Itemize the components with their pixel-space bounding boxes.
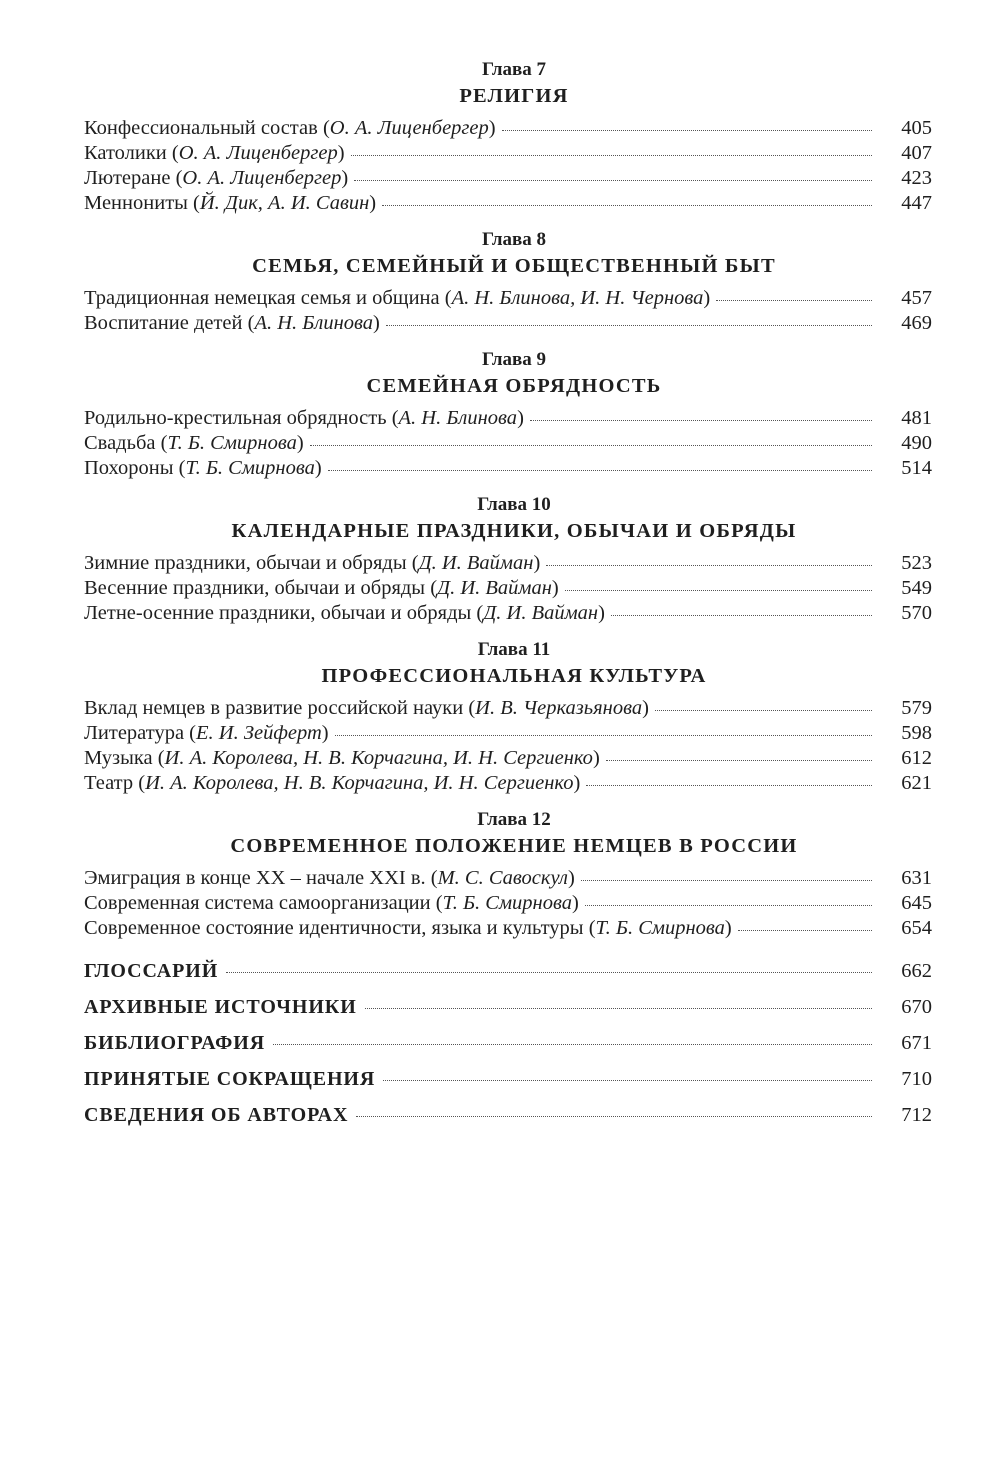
- entry-text: Родильно-крестильная обрядность (А. Н. Блинова): [84, 407, 524, 429]
- entry-title: Воспитание детей: [84, 312, 243, 334]
- dot-leader: [585, 905, 872, 906]
- chapter-number: Глава 8: [481, 229, 547, 250]
- chapter-block: [84, 493, 932, 626]
- dot-leader: [365, 1008, 872, 1009]
- entry-title: Меннониты: [84, 192, 188, 214]
- entry-title: Весенние праздники, обычаи и обряды: [84, 577, 426, 599]
- toc-entry[interactable]: [84, 166, 932, 191]
- entry-author: И. А. Королева, Н. В. Корчагина, И. Н. Сергиенко: [164, 747, 593, 769]
- toc-entry[interactable]: [84, 696, 932, 721]
- toc-entry[interactable]: [84, 116, 932, 141]
- chapter-title: СОВРЕМЕННОЕ ПОЛОЖЕНИЕ НЕМЦЕВ В РОССИИ: [230, 835, 798, 857]
- dot-leader: [606, 760, 872, 761]
- back-matter: [84, 953, 932, 1133]
- toc-entry[interactable]: [84, 891, 932, 916]
- entry-author: О. А. Лиценбергер: [329, 117, 489, 139]
- chapter-title: ПРОФЕССИОНАЛЬНАЯ КУЛЬТУРА: [321, 665, 707, 687]
- dot-leader: [351, 155, 872, 156]
- entry-author: Т. Б. Смирнова: [185, 457, 315, 479]
- dot-leader: [310, 445, 872, 446]
- entry-title: Эмиграция в конце XX – начале XXI в.: [84, 867, 426, 889]
- entry-title: Традиционная немецкая семья и община: [84, 287, 440, 309]
- entry-text: Зимние праздники, обычаи и обряды (Д. И. Вайман): [84, 552, 541, 574]
- chapter-number: Глава 11: [477, 639, 551, 660]
- chapter-title: СЕМЕЙНАЯ ОБРЯДНОСТЬ: [366, 375, 662, 397]
- entry-title: Лютеране: [84, 167, 171, 189]
- toc-entry[interactable]: [84, 771, 932, 796]
- page-number: 549: [901, 577, 932, 599]
- entry-text: Музыка (И. А. Королева, Н. В. Корчагина, И. Н. Сергиенко): [84, 747, 600, 769]
- dot-leader: [226, 972, 872, 973]
- entry-author: Д. И. Вайман: [437, 577, 552, 599]
- page-number: 710: [901, 1068, 932, 1090]
- toc-entry[interactable]: [84, 456, 932, 481]
- entry-author: Й. Дик, А. И. Савин: [199, 192, 370, 214]
- entry-author: Д. И. Вайман: [418, 552, 534, 574]
- dot-leader: [586, 785, 872, 786]
- dot-leader: [546, 565, 872, 566]
- entry-author: Т. Б. Смирнова: [442, 892, 572, 914]
- entry-title: Театр: [84, 772, 134, 794]
- dot-leader: [530, 420, 872, 421]
- entry-text: Весенние праздники, обычаи и обряды (Д. И. Вайман): [84, 577, 559, 599]
- entry-title: Музыка: [84, 747, 153, 769]
- table-of-contents: [84, 58, 932, 1133]
- entry-author: А. Н. Блинова, И. Н. Чернова: [451, 287, 704, 309]
- chapter-number: Глава 7: [481, 59, 547, 80]
- toc-entry[interactable]: [84, 576, 932, 601]
- page-number: 671: [901, 1032, 932, 1054]
- entry-text: Меннониты (Й. Дик, А. И. Савин): [84, 192, 377, 214]
- page-number: 654: [901, 917, 932, 939]
- page-number: 631: [901, 867, 932, 889]
- entry-author: А. Н. Блинова: [254, 312, 374, 334]
- section-title: ПРИНЯТЫЕ СОКРАЩЕНИЯ: [84, 1068, 376, 1090]
- entry-author: О. А. Лиценбергер: [178, 142, 338, 164]
- entry-text: Современное состояние идентичности, языка и культуры (Т. Б. Смирнова): [84, 917, 732, 939]
- dot-leader: [738, 930, 872, 931]
- back-matter-entry[interactable]: [84, 1061, 932, 1097]
- toc-entry[interactable]: [84, 601, 932, 626]
- page-number: 570: [901, 602, 932, 624]
- entry-text: Лютеране (О. А. Лиценбергер): [84, 167, 349, 189]
- page-number: 514: [901, 457, 932, 479]
- chapter-title: КАЛЕНДАРНЫЕ ПРАЗДНИКИ, ОБЫЧАИ И ОБРЯДЫ: [231, 520, 797, 542]
- chapter-number: Глава 10: [477, 494, 551, 515]
- page-number: 670: [901, 996, 932, 1018]
- entry-text: Современная система самоорганизации (Т. Б. Смирнова): [84, 892, 579, 914]
- page-number: 457: [901, 287, 932, 309]
- dot-leader: [335, 735, 872, 736]
- entry-text: Театр (И. А. Королева, Н. В. Корчагина, И. Н. Сергиенко): [84, 772, 581, 794]
- entry-title: Вклад немцев в развитие российской науки: [84, 697, 464, 719]
- entry-text: Эмиграция в конце XX – начале XXI в. (М. С. Савоскул): [84, 867, 575, 889]
- entry-author: Т. Б. Смирнова: [595, 917, 725, 939]
- toc-entry[interactable]: [84, 286, 932, 311]
- entry-title: Католики: [84, 142, 167, 164]
- page-number: 447: [901, 192, 932, 214]
- section-title: ГЛОССАРИЙ: [84, 960, 219, 982]
- chapter-block: [84, 228, 932, 336]
- page-number: 662: [901, 960, 932, 982]
- toc-entry[interactable]: [84, 191, 932, 216]
- entry-author: И. А. Королева, Н. В. Корчагина, И. Н. Сергиенко: [145, 772, 574, 794]
- toc-entry[interactable]: [84, 551, 932, 576]
- entry-text: Конфессиональный состав (О. А. Лиценбергер): [84, 117, 496, 139]
- entry-author: И. В. Черказьянова: [475, 697, 643, 719]
- chapter-block: [84, 638, 932, 796]
- entry-text: Традиционная немецкая семья и община (А. Н. Блинова, И. Н. Чернова): [84, 287, 711, 309]
- entry-title: Современная система самоорганизации: [84, 892, 431, 914]
- dot-leader: [354, 180, 872, 181]
- entry-text: Летне-осенние праздники, обычаи и обряды (Д. И. Вайман): [84, 602, 605, 624]
- page-number: 621: [901, 772, 932, 794]
- entry-title: Современное состояние идентичности, языка и культуры: [84, 917, 584, 939]
- toc-entry[interactable]: [84, 746, 932, 771]
- entry-text: Литература (Е. И. Зейферт): [84, 722, 329, 744]
- entry-author: А. Н. Блинова: [398, 407, 518, 429]
- page-number: 490: [901, 432, 932, 454]
- entry-author: Д. И. Вайман: [483, 602, 599, 624]
- back-matter-entry[interactable]: [84, 953, 932, 989]
- page-number: 645: [901, 892, 932, 914]
- dot-leader: [502, 130, 872, 131]
- entry-author: Е. И. Зейферт: [196, 722, 322, 744]
- entry-text: Вклад немцев в развитие российской науки (И. В. Черказьянова): [84, 697, 649, 719]
- toc-entry[interactable]: [84, 866, 932, 891]
- entry-text: Воспитание детей (А. Н. Блинова): [84, 312, 380, 334]
- section-title: СВЕДЕНИЯ ОБ АВТОРАХ: [84, 1104, 349, 1126]
- dot-leader: [565, 590, 872, 591]
- dot-leader: [328, 470, 872, 471]
- dot-leader: [581, 880, 872, 881]
- page-number: 523: [901, 552, 932, 574]
- entry-text: Католики (О. А. Лиценбергер): [84, 142, 345, 164]
- toc-entry[interactable]: [84, 916, 932, 941]
- back-matter-entry[interactable]: [84, 1025, 932, 1061]
- entry-author: М. С. Савоскул: [437, 867, 568, 889]
- page-number: 579: [901, 697, 932, 719]
- entry-author: О. А. Лиценбергер: [182, 167, 342, 189]
- dot-leader: [716, 300, 872, 301]
- dot-leader: [273, 1044, 872, 1045]
- toc-entry[interactable]: [84, 141, 932, 166]
- section-title: БИБЛИОГРАФИЯ: [84, 1032, 266, 1054]
- entry-text: Свадьба (Т. Б. Смирнова): [84, 432, 304, 454]
- page-number: 405: [901, 117, 932, 139]
- toc-entry[interactable]: [84, 406, 932, 431]
- entry-title: Свадьба: [84, 432, 156, 454]
- dot-leader: [382, 205, 872, 206]
- page-number: 407: [901, 142, 932, 164]
- page-number: 481: [901, 407, 932, 429]
- dot-leader: [386, 325, 872, 326]
- chapter-number: Глава 9: [481, 349, 547, 370]
- dot-leader: [655, 710, 872, 711]
- chapter-title: РЕЛИГИЯ: [459, 85, 569, 107]
- chapter-block: [84, 348, 932, 481]
- chapter-number: Глава 12: [477, 809, 551, 830]
- entry-title: Похороны: [84, 457, 174, 479]
- page-number: 469: [901, 312, 932, 334]
- toc-entry[interactable]: [84, 721, 932, 746]
- back-matter-entry[interactable]: [84, 1097, 932, 1133]
- entry-title: Конфессиональный состав: [84, 117, 318, 139]
- dot-leader: [356, 1116, 872, 1117]
- entry-text: Похороны (Т. Б. Смирнова): [84, 457, 322, 479]
- back-matter-entry[interactable]: [84, 989, 932, 1025]
- entry-title: Литература: [84, 722, 185, 744]
- dot-leader: [383, 1080, 872, 1081]
- toc-entry[interactable]: [84, 431, 932, 456]
- entry-author: Т. Б. Смирнова: [167, 432, 297, 454]
- chapter-block: [84, 808, 932, 941]
- page-number: 712: [901, 1104, 932, 1126]
- entry-title: Родильно-крестильная обрядность: [84, 407, 387, 429]
- entry-title: Летне-осенние праздники, обычаи и обряды: [84, 602, 472, 624]
- page-number: 598: [901, 722, 932, 744]
- section-title: АРХИВНЫЕ ИСТОЧНИКИ: [84, 996, 357, 1018]
- page-number: 612: [901, 747, 932, 769]
- toc-entry[interactable]: [84, 311, 932, 336]
- chapter-title: СЕМЬЯ, СЕМЕЙНЫЙ И ОБЩЕСТВЕННЫЙ БЫТ: [252, 255, 776, 277]
- dot-leader: [611, 615, 872, 616]
- entry-title: Зимние праздники, обычаи и обряды: [84, 552, 407, 574]
- chapter-block: [84, 58, 932, 216]
- page-number: 423: [901, 167, 932, 189]
